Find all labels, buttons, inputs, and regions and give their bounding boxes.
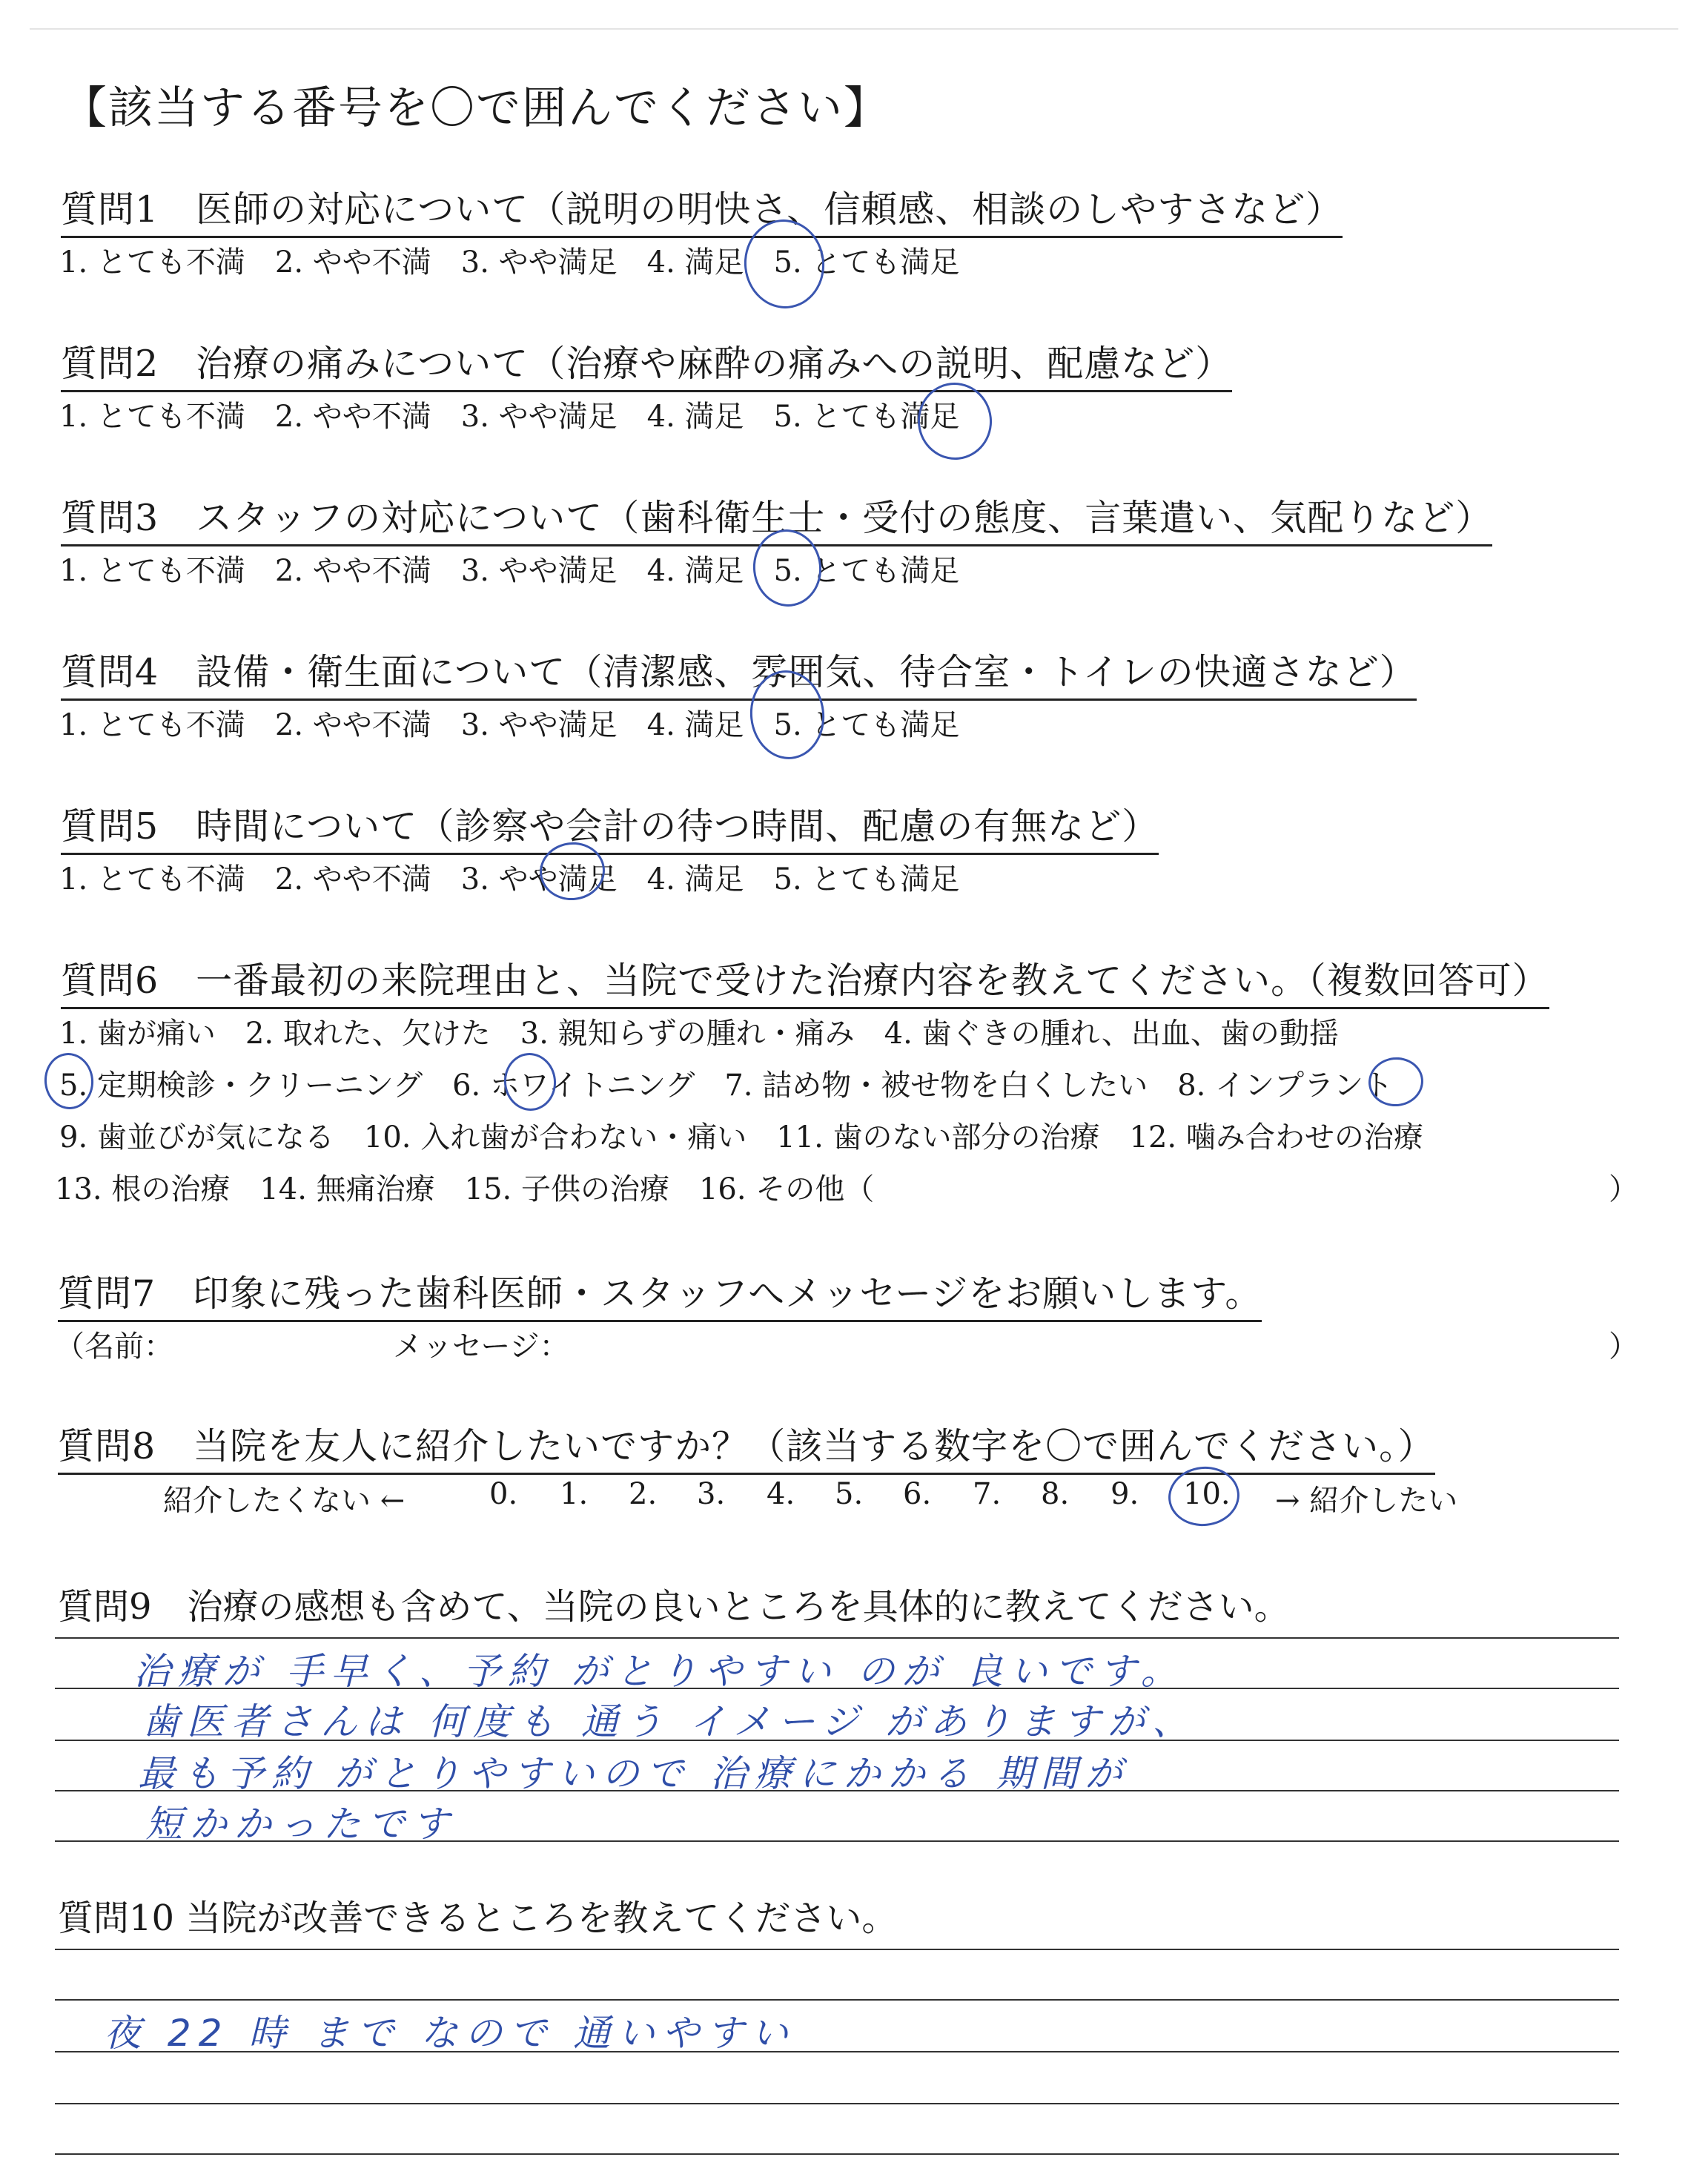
- question-2-label: 質問2 治療の痛みについて（治療や麻酔の痛みへの説明、配慮など）: [61, 335, 1232, 392]
- question-4-label: 質問4 設備・衛生面について（清潔感、雰囲気、待合室・トイレの快適さなど）: [61, 644, 1417, 701]
- question-1-label: 質問1 医師の対応について（説明の明快さ、信頼感、相談のしやすさなど）: [61, 181, 1343, 238]
- question-8-label: 質問8 当院を友人に紹介したいですか？（該当する数字を〇で囲んでください。）: [58, 1418, 1435, 1475]
- question-6-label: 質問6 一番最初の来院理由と、当院で受けた治療内容を教えてください。（複数回答可）: [61, 952, 1549, 1009]
- scale-3: 3.: [697, 1477, 726, 1511]
- scale-9: 9.: [1110, 1477, 1139, 1511]
- answer-line: [55, 2103, 1619, 2104]
- question-8-left-label: 紹介したくない ←: [163, 1484, 406, 1518]
- handwritten-answer-line[interactable]: 短かかったです: [145, 1803, 457, 1846]
- question-5-label: 質問5 時間について（診察や会計の待つ時間、配慮の有無など）: [61, 798, 1159, 855]
- handwritten-answer-line[interactable]: 治療が 手早く、予約 がとりやすい のが 良いです。: [133, 1650, 1185, 1693]
- question-6-option-row-4: 13. 根の治療 14. 無痛治療 15. 子供の治療 16. その他（: [55, 1172, 875, 1206]
- scale-0: 0.: [489, 1477, 518, 1511]
- question-3-options: 1. とても不満 2. やや不満 3. やや満足 4. 満足 5. とても満足: [59, 554, 960, 588]
- scale-6: 6.: [903, 1477, 932, 1511]
- question-7-label: 質問7 印象に残った歯科医師・スタッフへメッセージをお願いします。: [58, 1265, 1262, 1322]
- question-6-row-4-close: ）: [1609, 1172, 1638, 1206]
- scale-8: 8.: [1041, 1477, 1070, 1511]
- handwritten-answer-line[interactable]: 夜 22 時 まで なので 通いやすい: [104, 2012, 796, 2055]
- question-7-close: ）: [1609, 1330, 1638, 1364]
- page-title: 【該当する番号を〇で囲んでください】: [62, 82, 890, 134]
- scale-7: 7.: [973, 1477, 1002, 1511]
- question-6-option-row-1: 1. 歯が痛い 2. 取れた、欠けた 3. 親知らずの腫れ・痛み 4. 歯ぐきの腫れ、出血、歯の動揺: [59, 1017, 1339, 1051]
- scan-top-edge: [30, 28, 1678, 30]
- question-10-label: 質問10 当院が改善できるところを教えてください。: [58, 1898, 898, 1939]
- scale-1: 1.: [560, 1477, 589, 1511]
- scale-2: 2.: [629, 1477, 658, 1511]
- answer-line: [55, 1949, 1619, 1950]
- answer-line: [55, 1637, 1619, 1639]
- handwritten-answer-line[interactable]: 歯医者さんは 何度も 通う イメージ がありますが、: [142, 1700, 1197, 1743]
- handwritten-answer-line[interactable]: 最も予約 がとりやすいので 治療にかかる 期間が: [138, 1752, 1130, 1795]
- scale-5: 5.: [835, 1477, 864, 1511]
- question-3-label: 質問3 スタッフの対応について（歯科衛生士・受付の態度、言葉遣い、気配りなど）: [61, 489, 1492, 546]
- question-5-options: 1. とても不満 2. やや不満 3. やや満足 4. 満足 5. とても満足: [59, 862, 960, 896]
- question-9-label: 質問9 治療の感想も含めて、当院の良いところを具体的に教えてください。: [58, 1586, 1290, 1628]
- question-6-option-row-2: 5. 定期検診・クリーニング 6. ホワイトニング 7. 詰め物・被せ物を白くしたい 8. インプラント: [59, 1069, 1394, 1103]
- answer-line: [55, 1999, 1619, 2001]
- question-7-message-label: メッセージ：: [393, 1330, 569, 1364]
- scale-10: 10.: [1183, 1477, 1231, 1511]
- question-7-name-label: （名前：: [55, 1330, 173, 1364]
- scale-4: 4.: [767, 1477, 795, 1511]
- question-6-option-row-3: 9. 歯並びが気になる 10. 入れ歯が合わない・痛い 11. 歯のない部分の治療 12. 噛み合わせの治療: [59, 1120, 1423, 1155]
- question-8-right-label: → 紹介したい: [1275, 1484, 1458, 1518]
- question-2-options: 1. とても不満 2. やや不満 3. やや満足 4. 満足 5. とても満足: [59, 400, 960, 434]
- question-1-options: 1. とても不満 2. やや不満 3. やや満足 4. 満足 5. とても満足: [59, 245, 960, 280]
- question-4-options: 1. とても不満 2. やや不満 3. やや満足 4. 満足 5. とても満足: [59, 708, 960, 742]
- answer-line: [55, 2153, 1619, 2155]
